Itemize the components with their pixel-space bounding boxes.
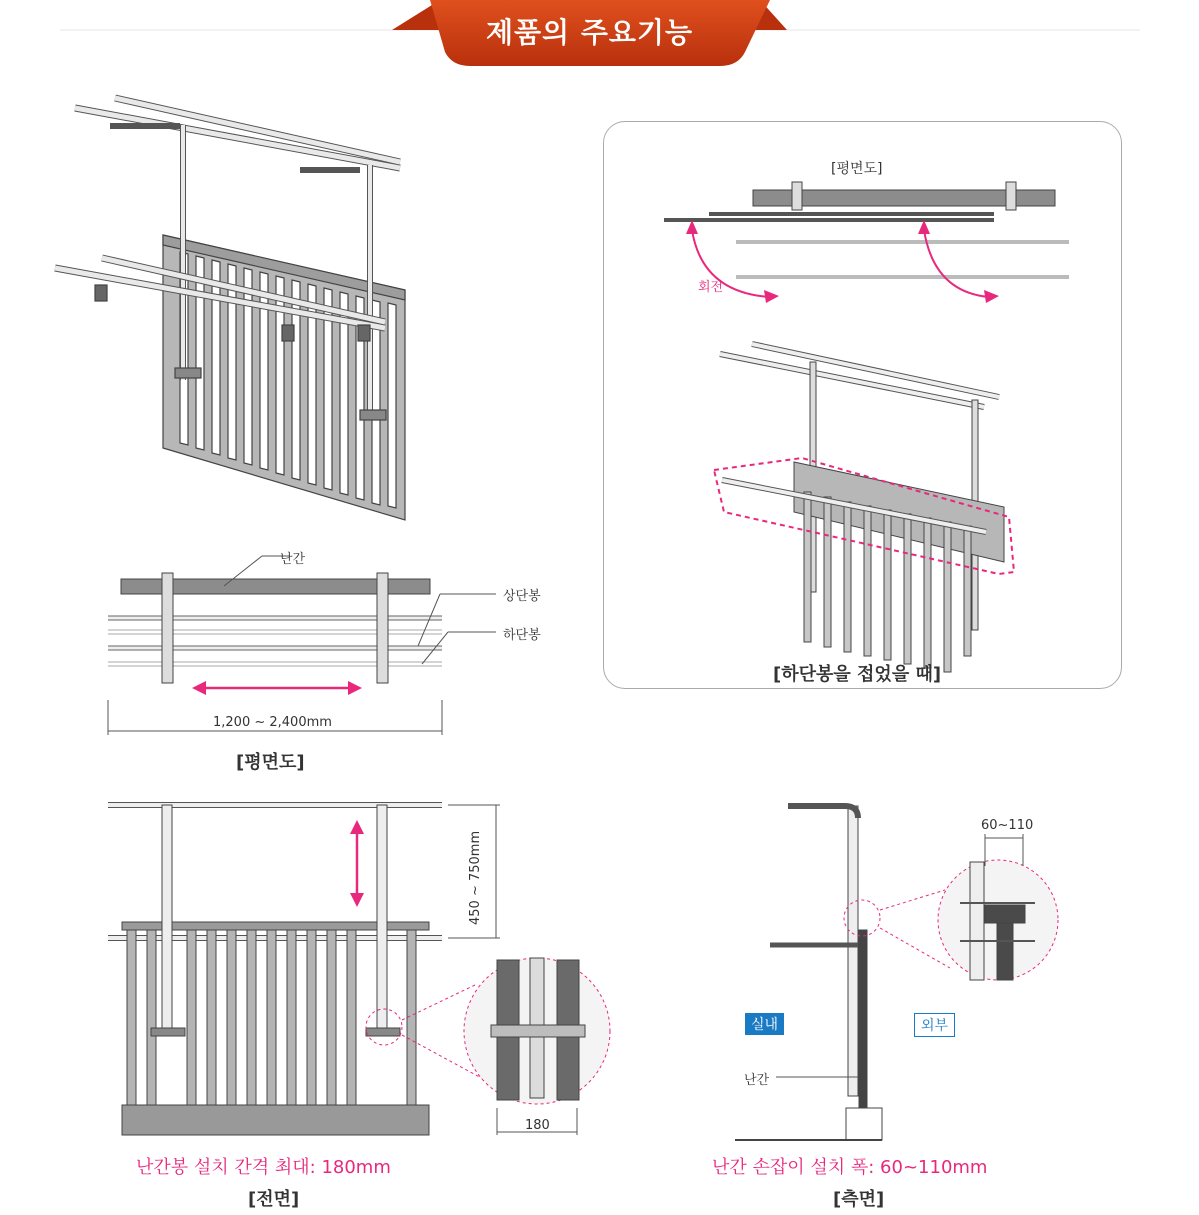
spacing-note: 난간봉 설치 간격 최대: 180mm	[136, 1157, 391, 1178]
side-railing-label: 난간	[744, 1073, 770, 1088]
outdoor-tag: 외부	[914, 1013, 955, 1037]
width-note: 난간 손잡이 설치 폭: 60~110mm	[712, 1157, 988, 1178]
indoor-tag: 실내	[745, 1013, 784, 1035]
folded-rack-illustration	[604, 122, 1123, 690]
width-dimension: 1,200 ~ 2,400mm	[213, 715, 332, 730]
height-dimension: 450 ~ 750mm	[468, 830, 483, 925]
railing-label: 난간	[280, 552, 306, 567]
folded-state-panel	[603, 121, 1122, 689]
width-range-dimension: 60~110	[981, 818, 1034, 833]
page-title: 제품의 주요기능	[485, 16, 694, 49]
panel-plan-caption: [평면도]	[831, 161, 883, 177]
lower-bar-label: 하단봉	[503, 628, 541, 643]
plan-view-caption: [평면도]	[236, 752, 305, 773]
upper-bar-label: 상단봉	[503, 589, 541, 604]
front-view-caption: [전면]	[248, 1189, 300, 1210]
side-view-caption: [측면]	[833, 1189, 885, 1210]
rotation-label: 회전	[698, 280, 724, 295]
spacing-dimension: 180	[525, 1118, 550, 1133]
folded-caption: [하단봉을 접었을 때]	[773, 664, 942, 685]
